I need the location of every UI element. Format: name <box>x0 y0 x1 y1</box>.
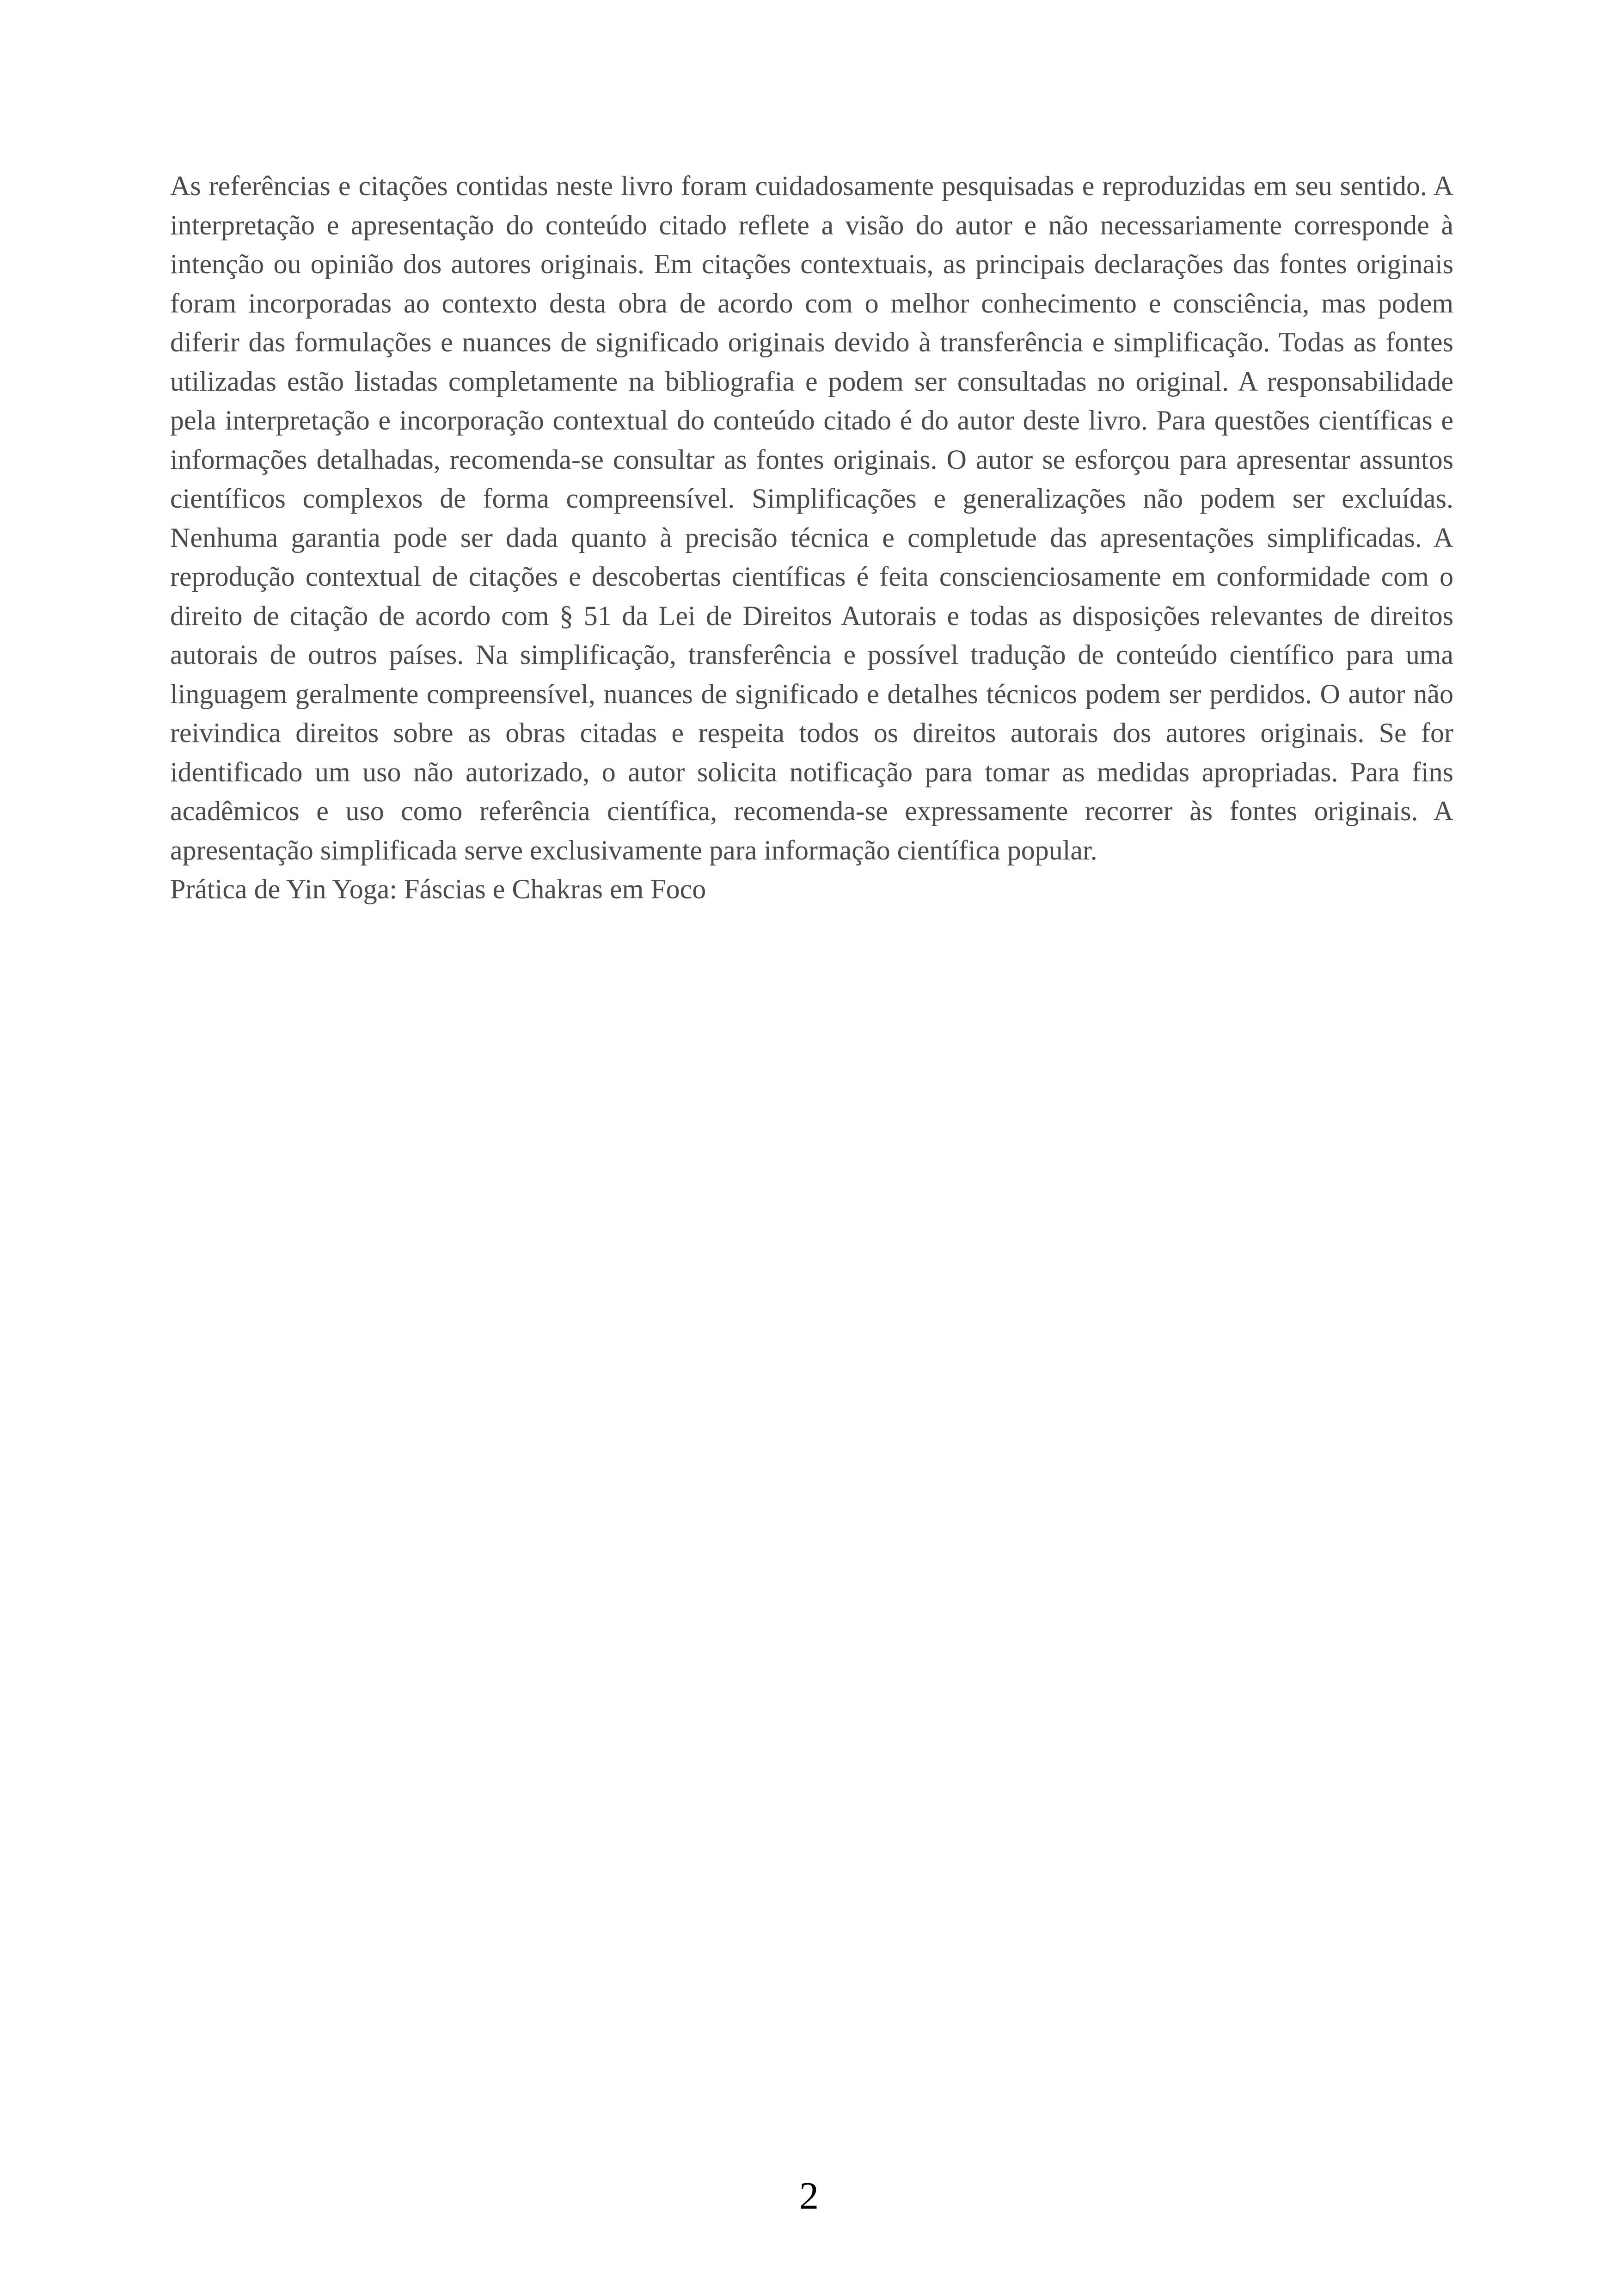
book-title: Prática de Yin Yoga: Fáscias e Chakras em Foco <box>170 874 706 904</box>
disclaimer-paragraph: As referências e citações contidas neste livro foram cuidadosamente pesquisadas e reproduzidas em seu sentido. A interpretação e apresentação do conteúdo citado reflete a visão do autor e não necessariamente corresponde à intenção ou opinião dos autores originais. Em citações contextuais, as principais declarações das fontes originais foram incorporadas ao contexto desta obra de acordo com o melhor conhecimento e consciência, mas podem diferir das formulações e nuances de significado originais devido à transferência e simplificação. Todas as fontes utilizadas estão listadas completamente na bibliografia e podem ser consultadas no original. A responsabilidade pela interpretação e incorporação contextual do conteúdo citado é do autor deste livro. Para questões científicas e informações detalhadas, recomenda-se consultar as fontes originais. O autor se esforçou para apresentar assuntos científicos complexos de forma compreensível. Simplificações e generalizações não podem ser excluídas. Nenhuma garantia pode ser dada quanto à precisão técnica e completude das apresentações simplificadas. A reprodução contextual de citações e descobertas científicas é feita conscienciosamente em conformidade com o direito de citação de acordo com § 51 da Lei de Direitos Autorais e todas as disposições relevantes de direitos autorais de outros países. Na simplificação, transferência e possível tradução de conteúdo científico para uma linguagem geralmente compreensível, nuances de significado e detalhes técnicos podem ser perdidos. O autor não reivindica direitos sobre as obras citadas e respeita todos os direitos autorais dos autores originais. Se for identificado um uso não autorizado, o autor solicita notificação para tomar as medidas apropriadas. Para fins acadêmicos e uso como referência científica, recomenda-se expressamente recorrer às fontes originais. A apresentação simplificada serve exclusivamente para informação científica popular. <box>170 171 1453 866</box>
page-number: 2 <box>799 2174 819 2217</box>
page-content <box>170 166 1453 909</box>
